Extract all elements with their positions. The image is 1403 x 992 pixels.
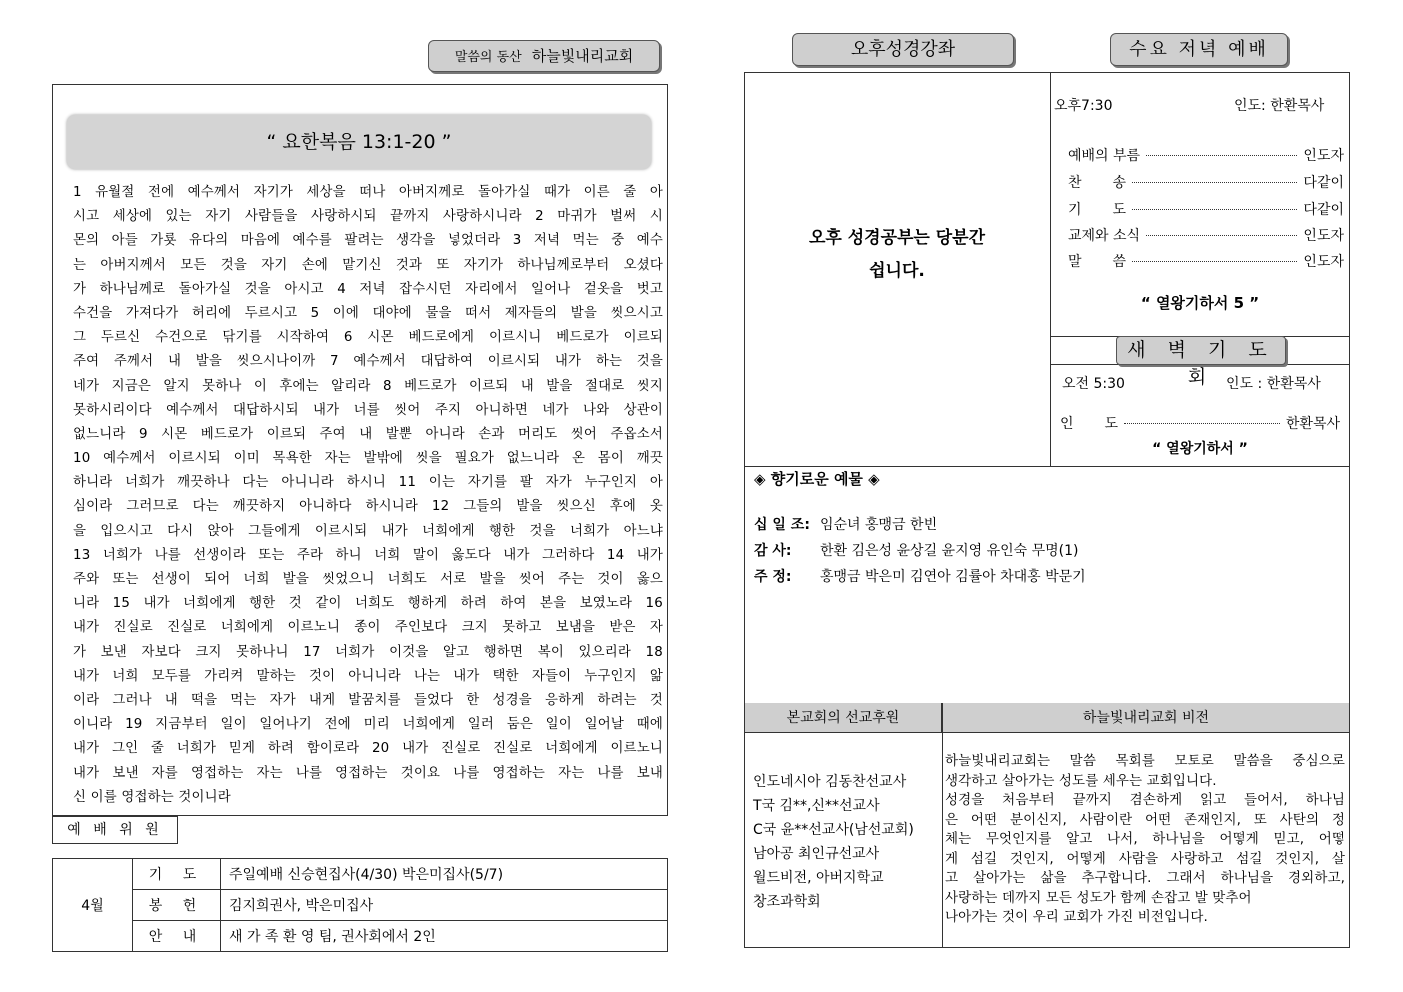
- scripture-line: 가 하나님께로 돌아가실 것을 아시고 4 저녁 잡수시던 자리에서 일어나 겉옷을 벗고: [73, 281, 663, 297]
- scripture-line: 내가 그인 줄 너희가 믿게 하려 함이로라 20 내가 진실로 진실로 너희에게 이르노니: [73, 741, 663, 757]
- scripture-line: 내가 보낸 자를 영접하는 자는 나를 영접하는 것이요 나를 영접하는 자는 나를 보내: [73, 765, 663, 781]
- vision-line: 성경을 처음부터 끝까지 겸손하게 읽고 들어서, 하나님: [945, 792, 1345, 808]
- order-name: 찬: [1068, 175, 1082, 191]
- committee-detail: 주일예배 신승현집사(4/30) 박은미집사(5/7): [221, 859, 668, 890]
- dawn-role: 인: [1060, 416, 1074, 432]
- committee-role: 안 내: [133, 921, 221, 952]
- dotted-leader: [1124, 423, 1280, 424]
- scripture-line: 13 너희가 나를 선생이라 또는 주라 하니 너희 말이 옳도다 내가 그러하다 14 내가: [73, 547, 663, 563]
- vision-line: 게 섬길 것인지, 어떻게 사람을 사랑하고 섬길 것인지, 살: [945, 850, 1345, 867]
- scripture-line: 주와 또는 선생이 되어 너희 발을 씻었으니 너희도 서로 발을 씻어 주는 것이 옳으: [73, 572, 663, 587]
- committee-row: [53, 859, 668, 890]
- offering-row: [754, 566, 1086, 586]
- order-who: 인도자: [1303, 228, 1344, 244]
- list-item: 인도네시아 김동찬선교사: [753, 774, 907, 790]
- offering-label: 주 정:: [754, 569, 792, 585]
- church-name: 하늘빛내리교회: [531, 47, 634, 65]
- dawn-role-row: [1060, 413, 1340, 433]
- church-name-tab: [428, 40, 660, 72]
- dawn-leader: 인도 : 한환목사: [1226, 376, 1321, 392]
- offering-row: [754, 540, 1078, 560]
- scripture-line: 가 보낸 자보다 크지 못하나니 17 너희가 이것을 알고 행하면 복이 있으리라 18: [73, 644, 663, 660]
- scripture-line: 신 이를 영접하는 것이니라: [73, 789, 231, 805]
- scripture-line: 내가 진실로 진실로 너희에게 이르노니 종이 주인보다 크지 못하고 보냄을 받은 자: [73, 620, 663, 636]
- committee-row: [53, 890, 668, 921]
- order-name: 송: [1112, 175, 1126, 191]
- wednesday-scripture: “ 열왕기하서 5 ”: [1140, 294, 1260, 312]
- order-item: [1068, 251, 1344, 271]
- scripture-line: 을 입으시고 다시 앉아 그들에게 이르시되 내가 너희에게 행한 것을 너희가 아느냐: [73, 523, 663, 539]
- dotted-leader: [1132, 182, 1297, 183]
- dawn-role: 도: [1104, 416, 1118, 432]
- scripture-line: 없느니라 9 시몬 베드로가 이르되 주여 내 발뿐 아니라 손과 머리도 씻어 주옵소서: [73, 426, 663, 442]
- dotted-leader: [1146, 155, 1297, 156]
- order-name: 도: [1112, 202, 1126, 218]
- dotted-leader: [1132, 261, 1297, 262]
- scripture-box: [52, 84, 668, 816]
- scripture-line: 1 유월절 전에 예수께서 자기가 세상을 떠나 아버지께로 돌아가실 때가 이른 줄 아: [73, 185, 663, 200]
- order-item: [1068, 145, 1344, 165]
- vision-line: 은 어떤 분이신지, 사람이란 어떤 존재인지, 또 사탄의 정: [945, 811, 1345, 828]
- order-item: [1068, 225, 1344, 245]
- dawn-time: 오전 5:30: [1062, 376, 1125, 392]
- wednesday-service-tab: 수요 저녁 예배: [1110, 33, 1288, 66]
- offering-label: 감 사:: [754, 543, 792, 559]
- scripture-line: 니라 15 내가 너희에게 행한 것 같이 너희도 행하게 하려 하여 본을 보였노라 16: [73, 596, 663, 612]
- order-who: 다같이: [1303, 202, 1344, 218]
- list-item: C국 윤**선교사(남선교회): [753, 822, 914, 838]
- scripture-line: 10 예수께서 이르시되 이미 목욕한 자는 발밖에 씻을 필요가 없느니라 온 몸이 깨끗: [73, 451, 663, 467]
- mission-support-list: [753, 770, 914, 914]
- scripture-line: 내가 너희 모두를 가리켜 말하는 것이 아니니라 나는 내가 택한 자들이 누구인지 앎: [73, 668, 663, 684]
- committee-label: 예 배 위 원: [52, 816, 178, 844]
- vision-line: 체는 무엇인지를 알고 나서, 하나님을 어떻게 믿고, 어떻: [945, 831, 1345, 847]
- dawn-person: 한환목사: [1285, 416, 1340, 432]
- church-vision-header: 하늘빛내리교회 비전: [943, 703, 1349, 733]
- scripture-line: 하니라 너희가 깨끗하나 다는 아니니라 하시니 11 이는 자기를 팔 자가 누구인지 아: [73, 475, 663, 491]
- committee-detail: 새 가 족 환 영 팀, 권사회에서 2인: [221, 921, 668, 952]
- committee-role: 봉 헌: [133, 890, 221, 921]
- afternoon-study-tab: 오후성경강좌: [792, 33, 1014, 66]
- list-item: 남아공 최인규선교사: [753, 846, 880, 862]
- offering-names: 임순녀 홍맹금 한빈: [820, 517, 938, 533]
- order-name: 예배의 부름: [1068, 148, 1141, 164]
- church-vision-text: [945, 752, 1345, 928]
- scripture-line: 네가 지금은 알지 못하나 이 후에는 알리라 8 베드로가 이르되 내 발을 절대로 씻지: [73, 378, 663, 394]
- order-name: 씀: [1112, 254, 1126, 270]
- scripture-line: 심이라 그러므로 다는 깨끗하지 아니하다 하시니라 12 그들의 발을 씻으신 후에 옷: [73, 499, 663, 515]
- order-who: 인도자: [1303, 254, 1344, 270]
- vision-line: 생각하고 살아가는 성도를 세우는 교회입니다.: [945, 772, 1217, 789]
- wednesday-time: 오후7:30: [1054, 98, 1113, 114]
- dawn-scripture: “ 열왕기하서 ”: [1152, 441, 1248, 457]
- committee-role: 기 도: [133, 859, 221, 890]
- vision-line: 사랑하는 데까지 모든 성도가 함께 손잡고 발 맞추어: [945, 889, 1252, 906]
- scripture-line: 는 아버지께서 모든 것을 자기 손에 맡기신 것과 또 자기가 하나님께로부터 오셨다: [73, 257, 663, 273]
- scripture-line: 그 두르신 수건으로 닦기를 시작하여 6 시몬 베드로에게 이르시니 베드로가 이르되: [73, 330, 663, 346]
- scripture-title: “ 요한복음 13:1-20 ”: [67, 115, 651, 169]
- order-item: [1068, 172, 1344, 192]
- divider: [744, 466, 1350, 467]
- divider: [942, 703, 943, 948]
- notice-line: 쉽니다.: [869, 261, 925, 281]
- dotted-leader: [1146, 235, 1297, 236]
- dotted-leader: [1132, 209, 1297, 210]
- offering-label: 십 일 조:: [754, 517, 810, 533]
- list-item: 창조과학회: [753, 894, 821, 910]
- order-item: [1068, 199, 1344, 219]
- dawn-prayer-tab: 새 벽 기 도 회: [1116, 336, 1286, 365]
- committee-table: [52, 858, 668, 952]
- scripture-text: [73, 181, 663, 810]
- afternoon-study-notice: [744, 222, 1050, 288]
- order-name: 말: [1068, 254, 1082, 270]
- divider: [1050, 72, 1051, 466]
- committee-detail: 김지희권사, 박은미집사: [221, 890, 668, 921]
- committee-month: 4월: [53, 859, 133, 952]
- mission-support-header: 본교회의 선교후원: [745, 703, 942, 733]
- vision-line: 나아가는 것이 우리 교회가 가진 비전입니다.: [945, 909, 1208, 925]
- offering-row: [754, 514, 937, 534]
- scripture-line: 이라 그러나 내 떡을 먹는 자가 내게 발꿈치를 들었다 한 성경을 응하게 하려는 것: [73, 692, 663, 708]
- scripture-line: 수건을 가져다가 허리에 두르시고 5 이에 대야에 물을 떠서 제자들의 발을 씻으시고: [73, 305, 663, 321]
- scripture-line: 이니라 19 지금부터 일이 일어나기 전에 미리 너희에게 일러 둠은 일이 일어날 때에: [73, 717, 663, 733]
- scripture-line: 시고 세상에 있는 자기 사람들을 사랑하시되 끝까지 사랑하시니라 2 마귀가 벌써 시: [73, 209, 663, 225]
- vision-line: 하늘빛내리교회는 말씀 목회를 모토로 말씀을 중심으로: [945, 753, 1345, 769]
- list-item: T국 김**,신**선교사: [753, 798, 880, 814]
- order-name: 교제와 소식: [1068, 228, 1141, 244]
- notice-line: 오후 성경공부는 당분간: [808, 228, 986, 248]
- church-motto: 말씀의 동산: [454, 50, 522, 65]
- scripture-line: 주여 주께서 내 발을 씻으시나이까 7 예수께서 대답하여 이르시되 내가 하는 것을: [73, 354, 663, 370]
- order-name: 기: [1068, 202, 1082, 218]
- offering-names: 홍맹금 박은미 김연아 김률아 차대홍 박문기: [820, 569, 1086, 585]
- list-item: 월드비전, 아버지학교: [753, 870, 884, 886]
- order-who: 인도자: [1303, 148, 1344, 164]
- vision-line: 고 살아가는 삶을 추구합니다. 그래서 하나님을 경외하고,: [945, 870, 1345, 886]
- offering-title: ◈ 향기로운 예물 ◈: [754, 470, 880, 488]
- offering-names: 한환 김은성 윤상길 윤지영 유인숙 무명(1): [820, 543, 1079, 559]
- scripture-line: 몬의 아들 가룟 유다의 마음에 예수를 팔려는 생각을 넣었더라 3 저녁 먹는 중 예수: [73, 233, 663, 249]
- wednesday-leader: 인도: 한환목사: [1234, 98, 1325, 114]
- scripture-line: 못하시리이다 예수께서 대답하시되 내가 너를 씻어 주지 아니하면 네가 나와 상관이: [73, 402, 663, 418]
- committee-row: [53, 921, 668, 952]
- order-who: 다같이: [1303, 175, 1344, 191]
